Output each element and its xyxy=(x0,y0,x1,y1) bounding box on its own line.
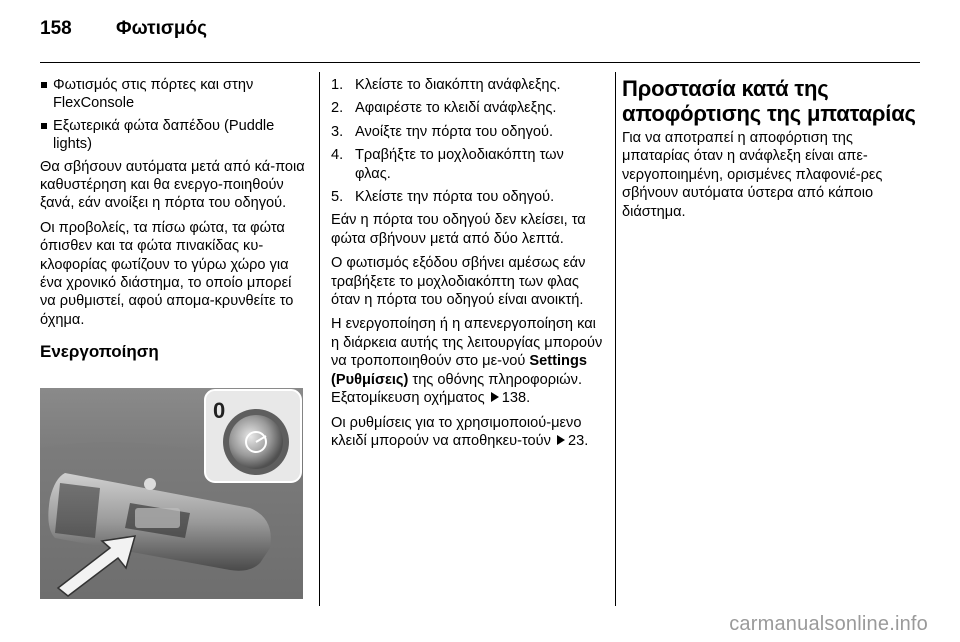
page-header xyxy=(40,18,207,48)
paragraph: Οι προβολείς, τα πίσω φώτα, τα φώτα όπισθεν και τα φώτα πινακίδας κυ-κλοφορίας φωτίζουν το γύρω χώρο για ένα χρονικό διάστημα, το οποίο μπορεί να ρυθμιστεί, αφού απομα-κρυνθείτε το όχημα. xyxy=(40,219,294,328)
paragraph: Ο φωτισμός εξόδου σβήνει αμέσως εάν τραβήξετε το μοχλοδιακόπτη των φλας όταν η πόρτα του οδηγού είναι ανοικτή. xyxy=(331,255,586,309)
step-text: Αφαιρέστε το κλειδί ανάφλεξης. xyxy=(355,100,557,117)
paragraph: Για να αποτραπεί η αποφόρτιση της μπαταρίας όταν η ανάφλεξη είναι απε-νεργοποιημένη, ορισμένες πλαφονιέ-ρες σβήνουν αυτόματα ύστερα από κάποιο διάστημα. xyxy=(622,130,883,220)
page-reference-icon xyxy=(557,435,565,445)
text-span: Οι ρυθμίσεις για το χρησιμοποιού-μενο κλειδί μπορούν να αποθηκευ-τούν xyxy=(331,414,582,449)
header-divider xyxy=(40,62,920,63)
list-item xyxy=(331,99,603,117)
step-number: 1. xyxy=(331,77,344,93)
column-divider-1 xyxy=(319,72,320,606)
bullet-item xyxy=(40,76,306,113)
step-text: Ανοίξτε την πόρτα του οδηγού. xyxy=(355,123,554,140)
bullet-square-icon xyxy=(40,76,53,113)
inset-label: 0 xyxy=(213,398,226,423)
bullet-text: Εξωτερικά φώτα δαπέδου (Puddle lights) xyxy=(53,117,275,153)
section-heading-battery: Προστασία κατά της αποφόρτισης της μπαταρίας xyxy=(622,76,916,126)
step-number: 2. xyxy=(331,100,344,117)
steps-list xyxy=(331,76,603,206)
paragraph: Θα σβήσουν αυτόματα μετά από κά-ποια καθυστέρηση και θα ενεργο-ποιηθούν ξανά, εάν ανοίξει η πόρτα του οδηγού. xyxy=(40,158,305,212)
step-text: Κλείστε την πόρτα του οδηγού. xyxy=(355,189,555,206)
column-divider-2 xyxy=(615,72,616,606)
step-number: 4. xyxy=(331,147,344,164)
list-item xyxy=(331,146,603,183)
page-reference-icon xyxy=(491,392,499,402)
section-title: Φωτισμός xyxy=(116,18,207,39)
headlamp-stalk-illustration xyxy=(40,388,303,599)
text-span: της οθόνης πληροφοριών. Εξατομίκευση οχήματος xyxy=(331,371,583,407)
watermark: carmanualsonline.info xyxy=(729,613,928,635)
step-number: 5. xyxy=(331,189,344,206)
step-text: Τραβήξτε το μοχλοδιακόπτη των φλας. xyxy=(355,147,564,182)
list-item xyxy=(331,76,603,94)
page-number: 158 xyxy=(40,18,72,39)
paragraph-settings xyxy=(331,315,603,407)
paragraph-key-settings xyxy=(331,414,603,451)
list-item xyxy=(331,123,603,141)
column-3 xyxy=(622,76,922,227)
bullet-square-icon xyxy=(40,117,53,154)
subheading-activation: Ενεργοποίηση xyxy=(40,342,159,362)
page-reference[interactable]: 23. xyxy=(568,432,589,449)
step-number: 3. xyxy=(331,123,344,140)
page-reference[interactable]: 138. xyxy=(501,390,531,407)
bullet-text: Φωτισμός στις πόρτες και στην FlexConsole xyxy=(53,77,254,112)
column-2 xyxy=(331,76,603,456)
list-item xyxy=(331,188,603,206)
settings-menu-label: Settings (Ρυθμίσεις) xyxy=(331,353,587,388)
column-1 xyxy=(40,76,306,372)
text-span: Η ενεργοποίηση ή η απενεργοποίηση και η διάρκεια αυτής της λειτουργίας μπορούν να τροποποιηθούν στο με-νού xyxy=(331,316,603,370)
paragraph: Εάν η πόρτα του οδηγού δεν κλείσει, τα φώτα σβήνουν μετά από δύο λεπτά. xyxy=(331,212,586,247)
bullet-item xyxy=(40,117,306,154)
illustration-svg xyxy=(40,388,303,599)
step-text: Κλείστε το διακόπτη ανάφλεξης. xyxy=(355,77,561,93)
